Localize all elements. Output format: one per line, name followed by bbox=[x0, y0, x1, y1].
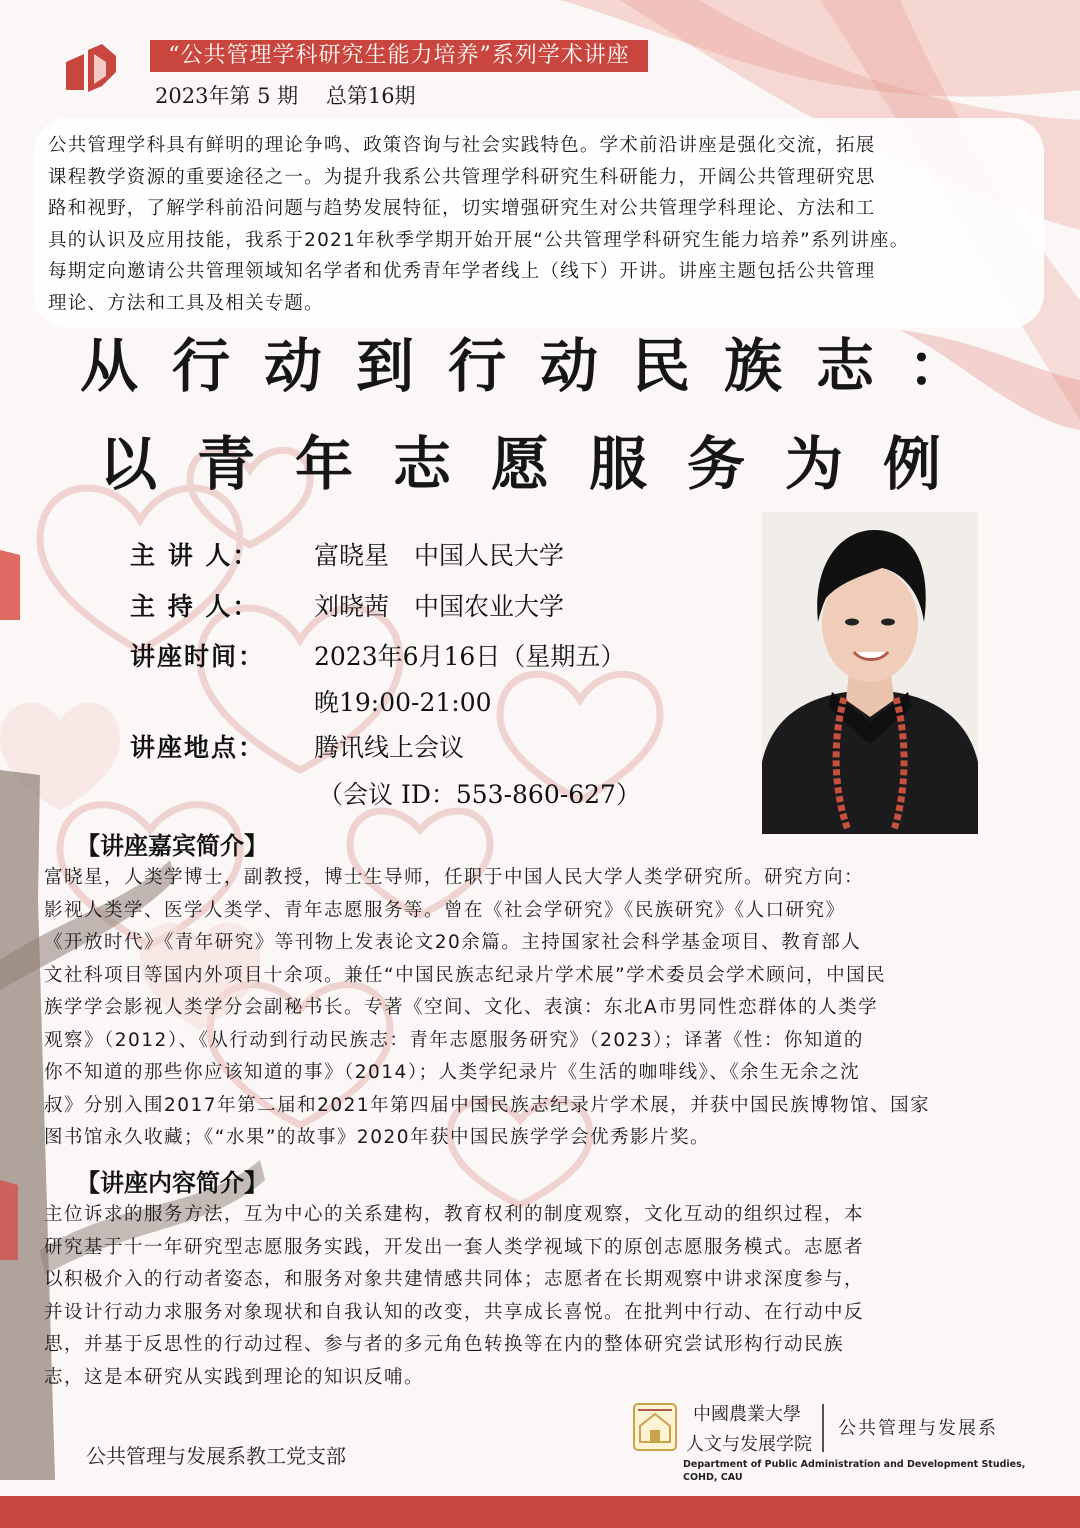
content-line: 以积极介入的行动者姿态，和服务对象共建情感共同体；志愿者在长期观察中讲求深度参与， bbox=[44, 1269, 865, 1290]
content-summary bbox=[44, 1199, 1028, 1394]
intro-line: 路和视野，了解学科前沿问题与趋势发展特征，切实增强研究生对公共管理学科理论、方法和工 bbox=[48, 198, 876, 219]
footer-divider bbox=[822, 1404, 824, 1452]
guest-bio bbox=[44, 862, 1028, 1155]
guest-bio-line: 影视人类学、医学人类学、青年志愿服务等。曾在《社会学研究》《民族研究》《人口研究》 bbox=[44, 899, 846, 921]
university-name: 中國農業大學 bbox=[693, 1404, 801, 1425]
intro-line: 课程教学资源的重要途径之一。为提升我系公共管理学科研究生科研能力，开阔公共管理研究思 bbox=[48, 166, 876, 188]
guest-heading: 【讲座嘉宾简介】 bbox=[76, 832, 268, 860]
guest-bio-line: 族学学会影视人类学分会副秘书长。专著《空间、文化、表演：东北A市男同性恋群体的人类学 bbox=[44, 997, 879, 1018]
intro-line: 每期定向邀请公共管理领域知名学者和优秀青年学者线上（线下）开讲。讲座主题包括公共管理 bbox=[48, 261, 876, 282]
series-title-banner: “公共管理学科研究生能力培养”系列学术讲座 bbox=[150, 40, 648, 72]
arrow-logo-icon bbox=[62, 42, 118, 94]
bottom-accent-bar bbox=[0, 1496, 1080, 1528]
meeting-id: （会议 ID：553-860-627） bbox=[318, 780, 641, 809]
speaker-photo bbox=[762, 512, 978, 834]
speaker-label: 主 讲 人： bbox=[130, 541, 260, 570]
guest-bio-line: 图书馆永久收藏；《“水果”的故事》2020年获中国民族学学会优秀影片奖。 bbox=[44, 1127, 711, 1148]
lecture-title-line1: 从行动到行动民族志： bbox=[79, 332, 1000, 400]
university-seal-icon bbox=[632, 1402, 678, 1452]
host-value: 刘晓茜 中国农业大学 bbox=[314, 592, 565, 621]
content-line: 研究基于十一年研究型志愿服务实践，开发出一套人类学视域下的原创志愿服务模式。志愿者 bbox=[44, 1236, 865, 1258]
party-branch-name: 公共管理与发展系教工党支部 bbox=[86, 1444, 346, 1468]
place-value: 腾讯线上会议 bbox=[314, 733, 465, 762]
content-line: 志，这是本研究从实践到理论的知识反哺。 bbox=[44, 1366, 425, 1388]
guest-bio-line: 观察》（2012）、《从行动到行动民族志：青年志愿服务研究》（2023）；译著《性：你知道的 bbox=[44, 1029, 864, 1051]
place-label: 讲座地点： bbox=[130, 733, 266, 762]
time-label: 讲座时间： bbox=[130, 642, 266, 671]
guest-bio-line: 你不知道的那些你应该知道的事》（2014）；人类学纪录片《生活的咖啡线》、《余生无余之沈 bbox=[44, 1062, 861, 1083]
intro-paragraph bbox=[48, 130, 1028, 319]
issue-number: 2023年第 5 期 总第16期 bbox=[155, 84, 416, 108]
guest-bio-line: 文社科项目等国内外项目十余项。兼任“中国民族志纪录片学术展”学术委员会学术顾问，中国民 bbox=[44, 964, 887, 986]
content-line: 主位诉求的服务方法，互为中心的关系建构，教育权利的制度观察，文化互动的组织过程，本 bbox=[44, 1204, 865, 1225]
intro-line: 理论、方法和工具及相关专题。 bbox=[48, 292, 324, 314]
department-name: 公共管理与发展系 bbox=[838, 1418, 998, 1439]
speaker-value: 富晓星 中国人民大学 bbox=[314, 541, 565, 570]
intro-line: 公共管理学科具有鲜明的理论争鸣、政策咨询与社会实践特色。学术前沿讲座是强化交流，拓展 bbox=[48, 135, 876, 156]
guest-bio-line: 叔》分别入围2017年第二届和2021年第四届中国民族志纪录片学术展，并获中国民族博物馆、国家 bbox=[44, 1094, 931, 1116]
guest-bio-line: 《开放时代》《青年研究》等刊物上发表论文20余篇。主持国家社会科学基金项目、教育部人 bbox=[44, 932, 862, 953]
guest-bio-line: 富晓星，人类学博士，副教授，博士生导师，任职于中国人民大学人类学研究所。研究方向： bbox=[44, 867, 865, 888]
content-line: 思，并基于反思性的行动过程、参与者的多元角色转换等在内的整体研究尝试形构行动民族 bbox=[44, 1334, 845, 1355]
hours-value: 晚19:00-21:00 bbox=[314, 688, 492, 717]
content-line: 并设计行动力求服务对象现状和自我认知的改变，共享成长喜悦。在批判中行动、在行动中反 bbox=[44, 1301, 865, 1323]
host-label: 主 持 人： bbox=[130, 592, 260, 621]
lecture-title-line2: 以青年志愿服务为例 bbox=[98, 430, 981, 498]
date-value: 2023年6月16日（星期五） bbox=[314, 642, 626, 671]
intro-line: 具的认识及应用技能，我系于2021年秋季学期开始开展“公共管理学科研究生能力培养”系列讲座。 bbox=[48, 229, 910, 251]
department-name-en: Department of Public Administration and Development Studies, COHD, CAU bbox=[683, 1459, 1026, 1483]
content-heading: 【讲座内容简介】 bbox=[76, 1169, 268, 1197]
college-name: 人文与发展学院 bbox=[686, 1434, 812, 1455]
